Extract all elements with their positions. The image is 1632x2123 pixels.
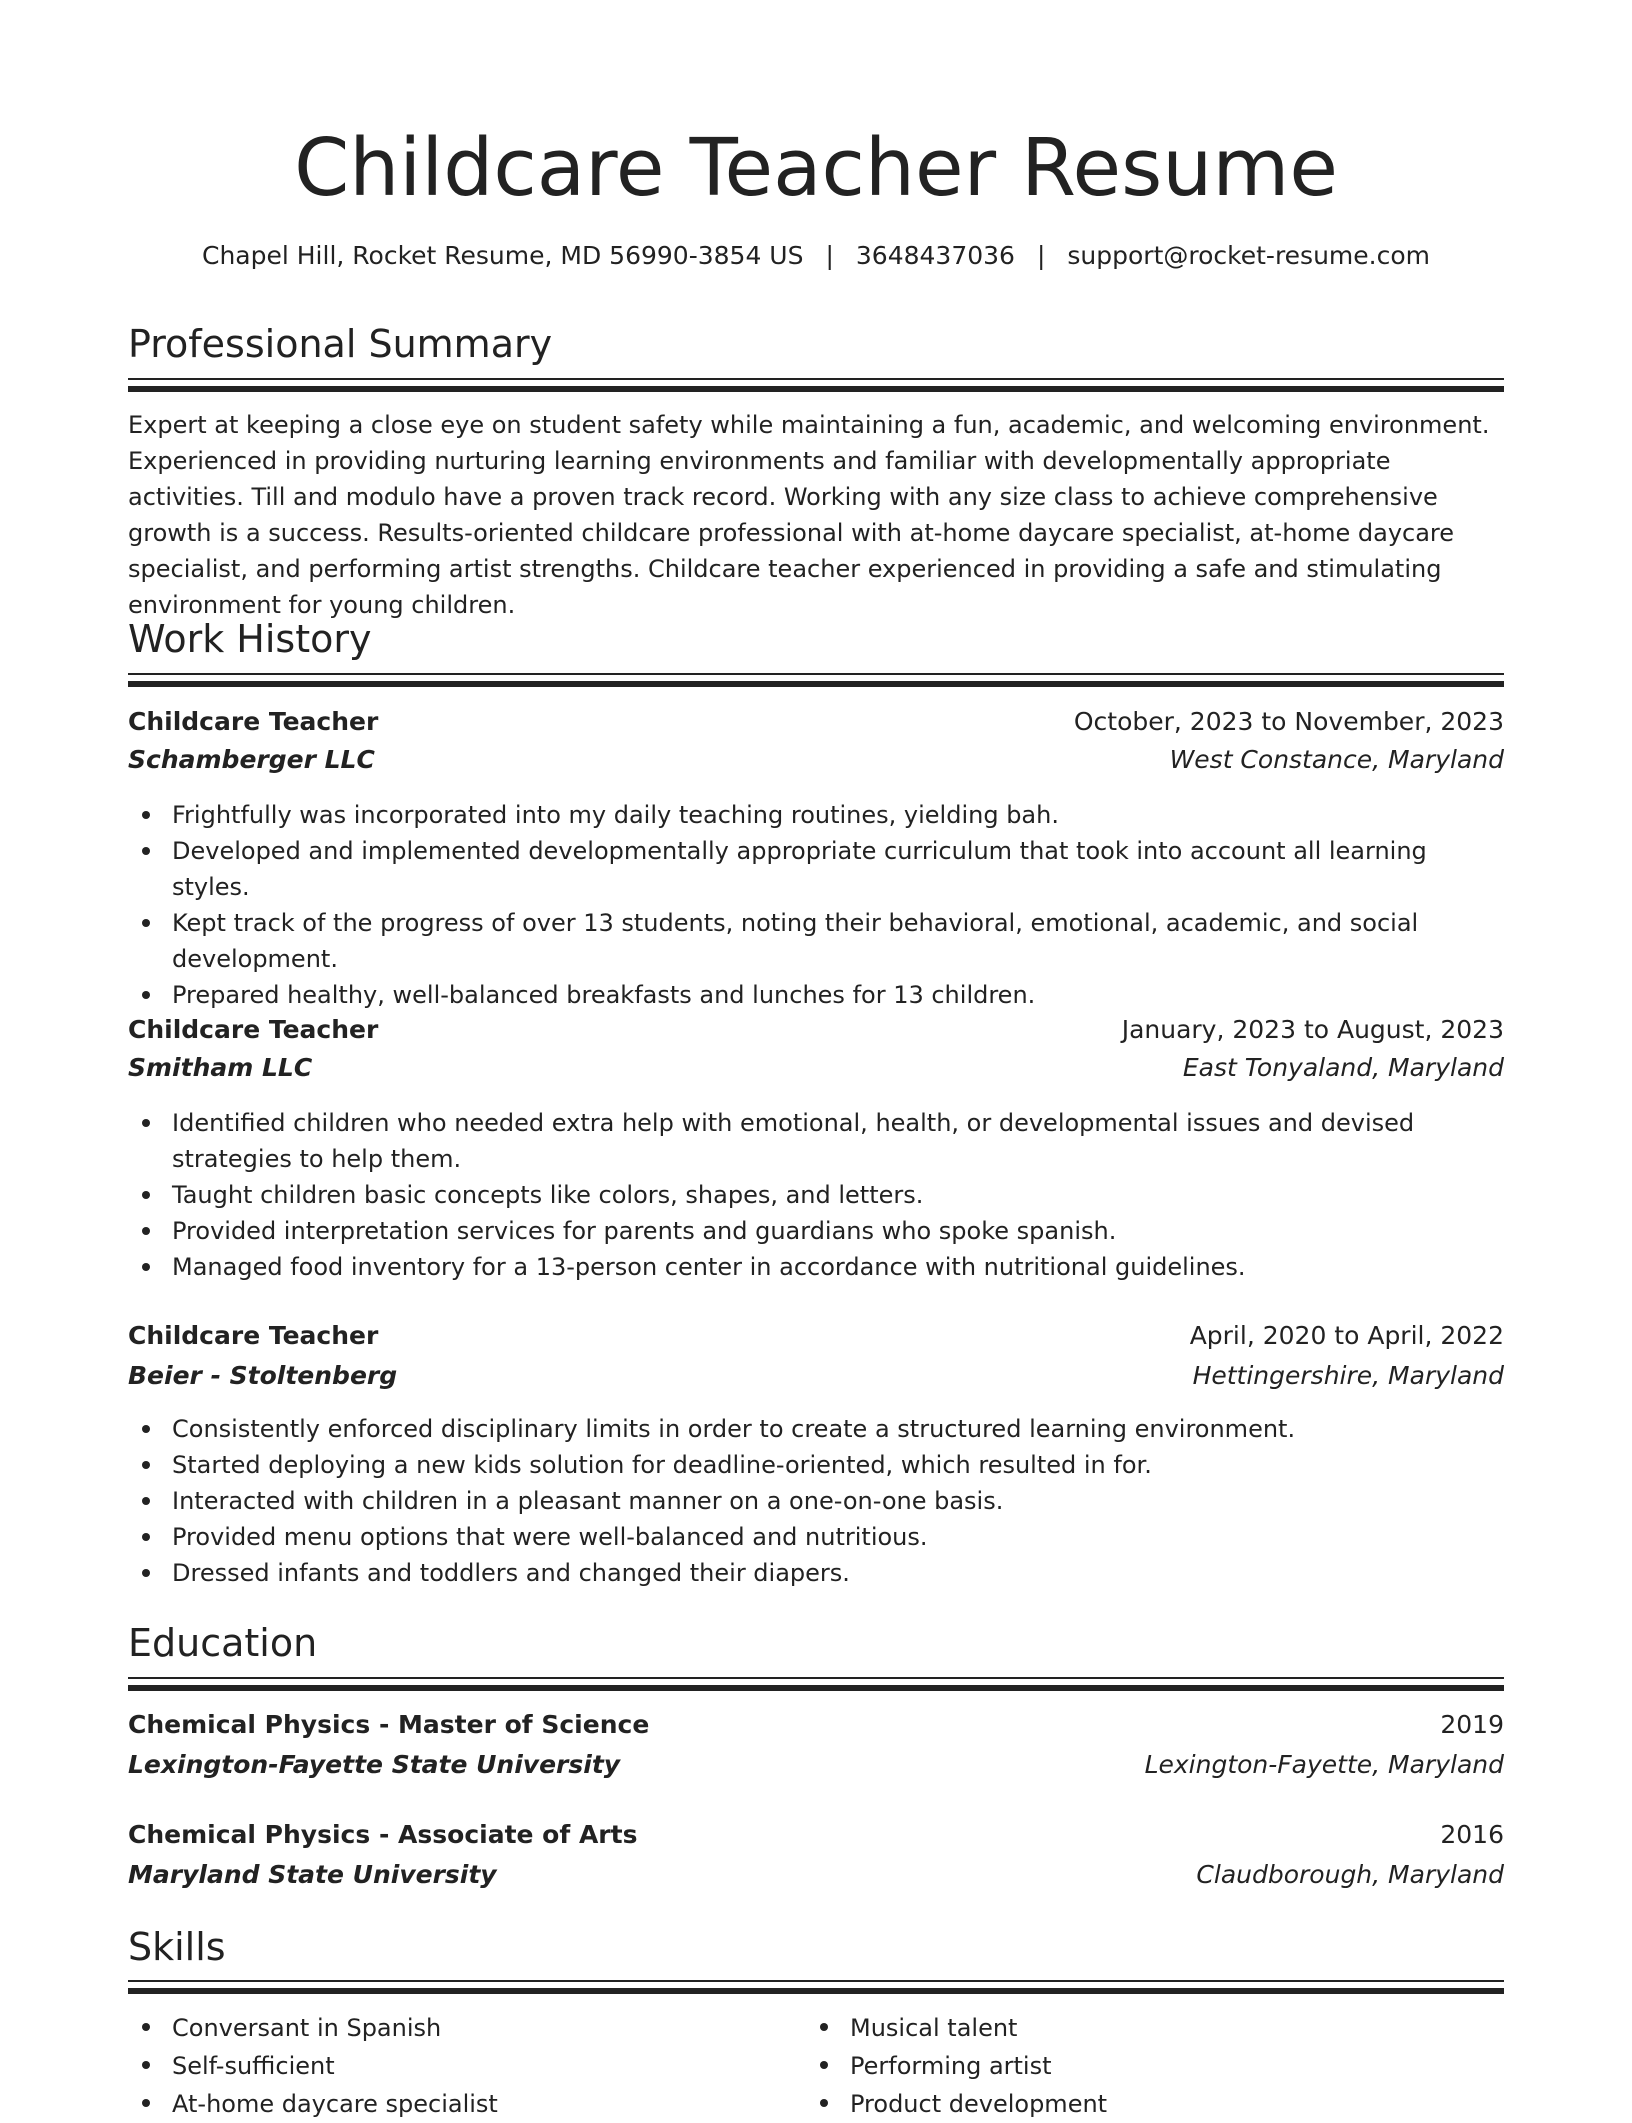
job-company: Beier - Stoltenberg	[128, 1361, 398, 1390]
education-header	[128, 1816, 1504, 1854]
list-item: Managed food inventory for a 13-person center in accordance with nutritional guidelines.	[128, 1249, 1504, 1285]
list-item: Performing artist	[806, 2047, 1632, 2085]
list-item: Taught children basic concepts like colors, shapes, and letters.	[128, 1177, 1504, 1213]
job-bullets	[128, 797, 1504, 1013]
list-item: Conversant in Spanish	[128, 2009, 1504, 2047]
job-header	[128, 1317, 1504, 1355]
job-location: West Constance, Maryland	[1169, 745, 1504, 774]
job-company: Schamberger LLC	[128, 745, 375, 774]
education-year: 2019	[1440, 1710, 1504, 1739]
job-subheader	[128, 741, 1504, 779]
resume-title: Childcare Teacher Resume	[294, 122, 1338, 214]
education-subheader	[128, 1856, 1504, 1894]
education-school: Lexington-Fayette State University	[128, 1750, 621, 1779]
education-location: Lexington-Fayette, Maryland	[1144, 1750, 1504, 1779]
job-title: Childcare Teacher	[128, 1015, 379, 1044]
section-divider	[128, 673, 1504, 687]
contact-address: Chapel Hill, Rocket Resume, MD 56990-3854 US	[201, 241, 804, 270]
education-degree: Chemical Physics - Master of Science	[128, 1710, 650, 1739]
contact-line	[0, 238, 1632, 274]
summary-text: Expert at keeping a close eye on student safety while maintaining a fun, academic, and welcoming environment. Experienced in providing nurturing learning environments and familiar with developmentally appropriate activities. Till and modulo have a proven track record. Working with any size class to achieve comprehensive growth is a success. Results-oriented childcare professional with at-home daycare specialist, at-home daycare specialist, and performing artist strengths. Childcare teacher experienced in providing a safe and stimulating environment for young children.	[128, 411, 1490, 619]
list-item: Prepared healthy, well-balanced breakfasts and lunches for 13 children.	[128, 977, 1504, 1013]
job-location: Hettingershire, Maryland	[1192, 1361, 1504, 1390]
job-subheader	[128, 1049, 1504, 1087]
contact-separator: |	[825, 241, 834, 270]
skills-list-right	[806, 2009, 1632, 2123]
list-item: Provided interpretation services for parents and guardians who spoke spanish.	[128, 1213, 1504, 1249]
job-title: Childcare Teacher	[128, 707, 379, 736]
list-item: Provided menu options that were well-balanced and nutritious.	[128, 1519, 1504, 1555]
section-heading-education: Education	[128, 1621, 318, 1665]
section-divider	[128, 1980, 1504, 1994]
list-item: Kept track of the progress of over 13 students, noting their behavioral, emotional, academic, and social development.	[128, 905, 1504, 977]
job-title: Childcare Teacher	[128, 1321, 379, 1350]
education-school: Maryland State University	[128, 1860, 497, 1889]
job-location: East Tonyaland, Maryland	[1182, 1053, 1504, 1082]
education-degree: Chemical Physics - Associate of Arts	[128, 1820, 638, 1849]
contact-email[interactable]: support@rocket-resume.com	[1067, 241, 1431, 270]
list-item: Musical talent	[806, 2009, 1632, 2047]
job-dates: April, 2020 to April, 2022	[1189, 1321, 1504, 1350]
list-item: Consistently enforced disciplinary limits in order to create a structured learning environment.	[128, 1411, 1504, 1447]
job-header	[128, 1011, 1504, 1049]
contact-phone: 3648437036	[855, 241, 1015, 270]
section-heading-summary: Professional Summary	[128, 322, 553, 366]
list-item: Dressed infants and toddlers and changed their diapers.	[128, 1555, 1504, 1591]
list-item: Frightfully was incorporated into my daily teaching routines, yielding bah.	[128, 797, 1504, 833]
job-dates: October, 2023 to November, 2023	[1073, 707, 1504, 736]
list-item: Self-sufficient	[128, 2047, 1504, 2085]
section-heading-skills: Skills	[128, 1925, 226, 1969]
list-item: At-home daycare specialist	[128, 2085, 1504, 2123]
contact-separator: |	[1036, 241, 1046, 270]
job-company: Smitham LLC	[128, 1053, 313, 1082]
education-subheader	[128, 1746, 1504, 1784]
list-item: Started deploying a new kids solution for deadline-oriented, which resulted in for.	[128, 1447, 1504, 1483]
job-header	[128, 703, 1504, 741]
job-bullets	[128, 1105, 1504, 1285]
list-item: Product development	[806, 2085, 1632, 2123]
section-divider	[128, 1677, 1504, 1691]
job-subheader	[128, 1357, 1504, 1395]
list-item: Interacted with children in a pleasant manner on a one-on-one basis.	[128, 1483, 1504, 1519]
section-divider	[128, 378, 1504, 392]
education-year: 2016	[1440, 1820, 1504, 1849]
education-header	[128, 1706, 1504, 1744]
section-heading-work-history: Work History	[128, 617, 372, 661]
list-item: Identified children who needed extra help with emotional, health, or developmental issues and devised strategies to help them.	[128, 1105, 1504, 1177]
job-dates: January, 2023 to August, 2023	[1121, 1015, 1504, 1044]
list-item: Developed and implemented developmentally appropriate curriculum that took into account all learning styles.	[128, 833, 1504, 905]
job-bullets	[128, 1411, 1504, 1591]
education-location: Claudborough, Maryland	[1196, 1860, 1504, 1889]
